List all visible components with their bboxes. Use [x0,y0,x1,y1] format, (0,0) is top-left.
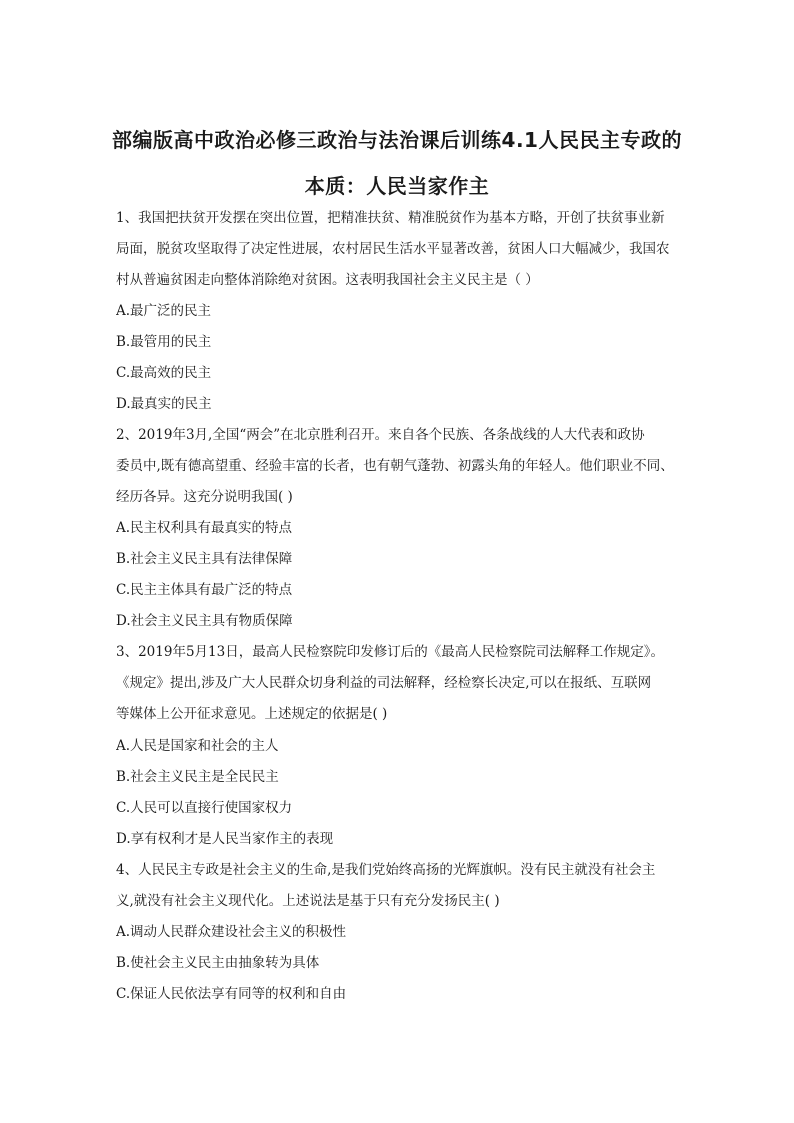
question-2-stem-line-2: 委员中,既有德高望重、经验丰富的长者，也有朝气蓬勃、初露头角的年轻人。他们职业不同、 [116,458,674,474]
question-4-stem-line-1: 4、人民民主专政是社会主义的生命,是我们党始终高扬的光辉旗帜。没有民主就没有社会主 [116,862,656,878]
question-1-stem-line-3: 村从普遍贫困走向整体消除绝对贫困。这表明我国社会主义民主是（ ） [116,272,539,288]
document-title-line-2: 本质：人民当家作主 [304,174,490,198]
question-4-option-a: A.调动人民群众建设社会主义的积极性 [116,924,347,940]
question-3-option-d: D.享有权利才是人民当家作主的表现 [116,831,334,847]
question-3-option-b: B.社会主义民主是全民民主 [116,769,279,785]
question-2-option-c: C.民主主体具有最广泛的特点 [116,582,293,598]
question-1-option-d: D.最真实的民主 [116,396,212,412]
question-1-option-b: B.最管用的民主 [116,334,212,350]
question-3-option-a: A.人民是国家和社会的主人 [116,738,279,754]
question-4-stem-line-2: 义,就没有社会主义现代化。上述说法是基于只有充分发扬民主( ) [116,893,500,909]
document-title-line-1: 部编版高中政治必修三政治与法治课后训练4.1人民民主专政的 [112,128,682,152]
question-4-option-c: C.保证人民依法享有同等的权利和自由 [116,986,347,1002]
question-1-option-c: C.最高效的民主 [116,365,212,381]
question-1-option-a: A.最广泛的民主 [116,303,212,319]
question-2-option-a: A.民主权利具有最真实的特点 [116,520,293,536]
question-1-stem-line-2: 局面，脱贫攻坚取得了决定性进展，农村居民生活水平显著改善，贫困人口大幅减少，我国农 [116,241,670,257]
question-3-stem-line-1: 3、2019年5月13日，最高人民检察院印发修订后的《最高人民检察院司法解释工作规定》。 [116,644,664,660]
question-2-stem-line-1: 2、2019年3月,全国“两会”在北京胜利召开。来自各个民族、各条战线的人大代表和政协 [116,427,645,443]
question-3-stem-line-3: 等媒体上公开征求意见。上述规定的依据是( ) [116,706,388,722]
question-2-option-b: B.社会主义民主具有法律保障 [116,551,293,567]
question-3-stem-line-2: 《规定》提出,涉及广大人民群众切身利益的司法解释，经检察长决定,可以在报纸、互联网 [116,675,652,691]
question-2-option-d: D.社会主义民主具有物质保障 [116,613,293,629]
question-1-stem-line-1: 1、我国把扶贫开发摆在突出位置，把精准扶贫、精准脱贫作为基本方略，开创了扶贫事业新 [116,210,665,226]
question-4-option-b: B.使社会主义民主由抽象转为具体 [116,955,320,971]
question-2-stem-line-3: 经历各异。这充分说明我国( ) [116,489,293,505]
question-3-option-c: C.人民可以直接行使国家权力 [116,800,293,816]
